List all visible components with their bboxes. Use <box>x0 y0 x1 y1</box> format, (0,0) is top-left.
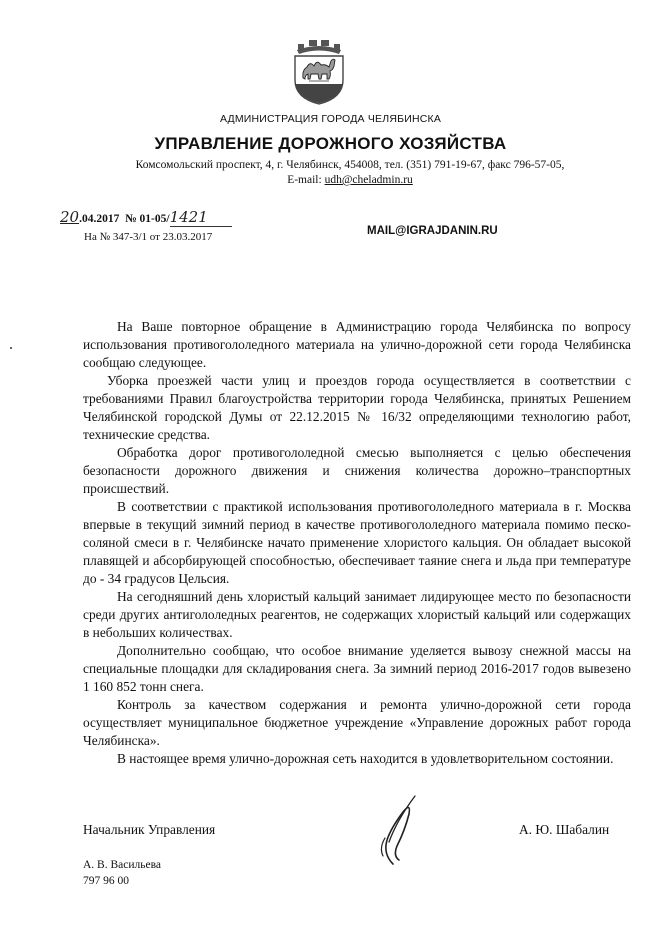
letter-body <box>83 318 631 768</box>
city-crest-camel-icon <box>289 34 349 106</box>
handwritten-number: 1421 <box>170 208 232 227</box>
paragraph: Дополнительно сообщаю, что особое внимание уделяется вывозу снежной массы на специальные площадки для складирования снега. За зимний период 2016-2017 годов вывезено 1 160 852 тонн снега. <box>83 643 631 694</box>
handwritten-day: 20 <box>60 208 80 226</box>
paragraph: Уборка проезжей части улиц и проездов города осуществляется в соответствии с требованиями Правил благоустройства территории города Челябинска, принятых Решением Челябинской городской Думы от 22.12.2015 № 16/32 определяющими технологию работ, технические средства. <box>83 373 631 442</box>
email-label: E-mail: <box>287 174 322 186</box>
recipient-email: MAIL@IGRAJDANIN.RU <box>367 225 498 237</box>
department-title: УПРАВЛЕНИЕ ДОРОЖНОГО ХОЗЯЙСТВА <box>154 134 507 153</box>
administration-name: АДМИНИСТРАЦИЯ ГОРОДА ЧЕЛЯБИНСКА <box>219 113 442 125</box>
handwritten-signature-icon <box>353 790 433 870</box>
paragraph: В настоящее время улично-дорожная сеть находится в удовлетворительном состоянии. <box>117 751 614 766</box>
department-email-link[interactable]: udh@cheladmin.ru <box>324 174 413 186</box>
paragraph: Обработка дорог противогололедной смесью выполняется с целью обеспечения безопасности дорожного движения и снижения количества дорожно–транспортных происшествий. <box>83 445 631 496</box>
paragraph: На Ваше повторное обращение в Администрацию города Челябинска по вопросу использования противогололедного материала на улично-дорожной сети города Челябинска сообщаю следующее. <box>83 319 631 370</box>
signer-name: А. Ю. Шабалин <box>519 822 610 837</box>
executor-block <box>83 857 161 889</box>
paragraph: На сегодняшний день хлористый кальций занимает лидирующее место по безопасности среди других антигололедных реагентов, не содержащих хлористый кальций или содержащих в небольших количествах. <box>83 589 631 640</box>
outgoing-number-line <box>60 208 232 227</box>
outgoing-number-label: № 01-05/ <box>125 213 170 225</box>
executor-phone: 797 96 00 <box>83 875 129 887</box>
department-email-line <box>40 173 660 188</box>
outgoing-date: .04.2017 <box>79 213 120 225</box>
margin-mark <box>10 347 12 349</box>
signer-position: Начальник Управления <box>83 822 216 837</box>
incoming-reference: На № 347-3/1 от 23.03.2017 <box>84 231 213 243</box>
department-contacts <box>40 158 660 188</box>
department-address: Комсомольский проспект, 4, г. Челябинск, 454008, тел. (351) 791-19-67, факс 796-57-05, <box>135 159 565 171</box>
paragraph: В соответствии с практикой использования противогололедного материала в г. Москва впервые в текущий зимний период в качестве противогололедного материала помимо песко-соляной смеси в г. Челябинске начато применение хлористого кальция. Он обладает высокой плавящей и абсорбирующей способностью, обеспечивает таяние снега и льда при температуре до - 34 градусов Цельсия. <box>83 499 631 586</box>
executor-name: А. В. Васильева <box>83 859 161 871</box>
paragraph: Контроль за качеством содержания и ремонта улично-дорожной сети города осуществляет муниципальное бюджетное учреждение «Управление дорожных работ города Челябинска». <box>83 697 631 748</box>
